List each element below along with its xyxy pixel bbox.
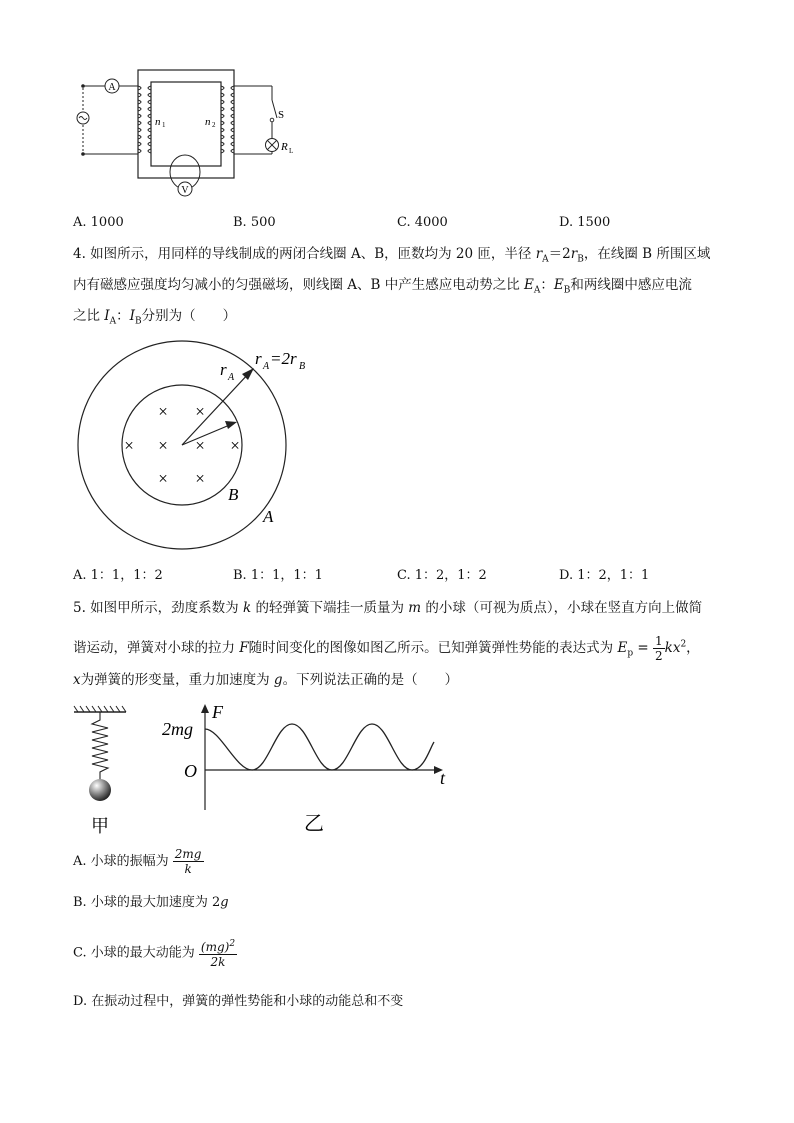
q5-option-d[interactable]: D. 在振动过程中，弹簧的弹性势能和小球的动能总和不变 <box>73 994 404 1009</box>
switch-label: S <box>278 109 285 121</box>
q4-option-d[interactable]: D. 1：2，1：1 <box>559 568 650 583</box>
radius-a-subscript: A <box>228 372 235 383</box>
n1-label: n <box>155 116 161 128</box>
radius-relation-sub-b: B <box>299 361 306 372</box>
field-cross: × <box>158 469 168 488</box>
field-cross: × <box>158 436 168 455</box>
q5-option-c[interactable]: C. 小球的最大动能为 $\frac{(mg)^2}{2k}$ <box>73 939 236 969</box>
transformer-circuit-figure <box>70 62 300 207</box>
q5-stem-line-1: 5. 如图甲所示，劲度系数为 k 的轻弹簧下端挂一质量为 m 的小球（可视为质点），小球在竖直方向上做简 <box>73 600 703 616</box>
q3-option-a[interactable]: A. 1000 <box>73 215 124 230</box>
force-curve <box>205 724 434 770</box>
figure-yi-label: 乙 <box>304 813 324 835</box>
n2-subscript: 2 <box>212 121 216 129</box>
origin-label: O <box>184 761 197 781</box>
field-cross: × <box>124 436 134 455</box>
figure-jia-label: 甲 <box>91 816 109 836</box>
n1-subscript: 1 <box>162 121 166 129</box>
radius-relation-mid: =2r <box>270 349 297 368</box>
q4-option-a[interactable]: A. 1：1，1：2 <box>73 568 163 583</box>
q5-option-b[interactable]: B. 小球的最大加速度为 2g <box>73 895 229 910</box>
force-time-graph <box>160 700 460 840</box>
core-outer <box>138 70 234 178</box>
y-tick-2mg: 2mg <box>162 719 193 739</box>
q5-stem-line-2: 谐运动，弹簧对小球的拉力 F随时间变化的图像如图乙所示。已知弹簧弹性势能的表达式为 $E_p$ = $\frac{1}{2}$ $kx^2$， <box>73 634 700 663</box>
concentric-coils-figure <box>70 340 330 565</box>
primary-coil <box>138 86 151 153</box>
ammeter-label: A <box>108 82 116 93</box>
field-cross: × <box>195 436 205 455</box>
spring-icon <box>92 712 108 780</box>
radius-b-arrow <box>182 424 232 445</box>
radius-relation-sub-a: A <box>263 361 270 372</box>
y-axis-label: F <box>212 702 223 722</box>
secondary-coil <box>221 86 234 153</box>
ball-icon <box>89 779 111 801</box>
x-axis-label: t <box>440 768 446 788</box>
voltmeter-label: V <box>181 185 189 196</box>
q4-option-c[interactable]: C. 1：2，1：2 <box>397 568 487 583</box>
q3-option-c[interactable]: C. 4000 <box>397 215 448 230</box>
q4-stem-line-1: 4. 如图所示，用同样的导线制成的两闭合线圈 A、B，匝数均为 20 匝，半径 $r_A=2r_B$，在线圈 B 所围区域 <box>73 246 711 265</box>
coil-b-label: B <box>228 485 239 504</box>
radius-relation-r: r <box>255 349 262 368</box>
q3-option-d[interactable]: D. 1500 <box>559 215 611 230</box>
field-cross: × <box>195 469 205 488</box>
q4-stem-line-2: 内有磁感应强度均匀减小的匀强磁场，则线圈 A、B 中产生感应电动势之比 $E_A$：$E_B$和两线圈中感应电流 <box>73 277 692 296</box>
field-cross: × <box>195 402 205 421</box>
load-subscript: L <box>289 147 294 155</box>
coil-a-label: A <box>263 507 274 526</box>
switch-icon <box>272 100 277 118</box>
q5-stem-line-3: x为弹簧的形变量，重力加速度为 g。下列说法正确的是（ ） <box>73 672 459 688</box>
spring-ball-figure <box>70 700 140 840</box>
q3-option-b[interactable]: B. 500 <box>233 215 276 230</box>
n2-label: n <box>205 116 211 128</box>
radius-a-arrow <box>182 372 250 445</box>
field-cross: × <box>158 402 168 421</box>
q4-option-b[interactable]: B. 1：1，1：1 <box>233 568 323 583</box>
field-cross: × <box>230 436 240 455</box>
load-label: R <box>281 141 288 153</box>
radius-a-label: r <box>220 360 227 379</box>
q5-option-a[interactable]: A. 小球的振幅为 $\frac{2mg}{k}$ <box>73 847 202 876</box>
q4-stem-line-3: 之比 $I_A$：$I_B$分别为（ ） <box>73 308 237 327</box>
